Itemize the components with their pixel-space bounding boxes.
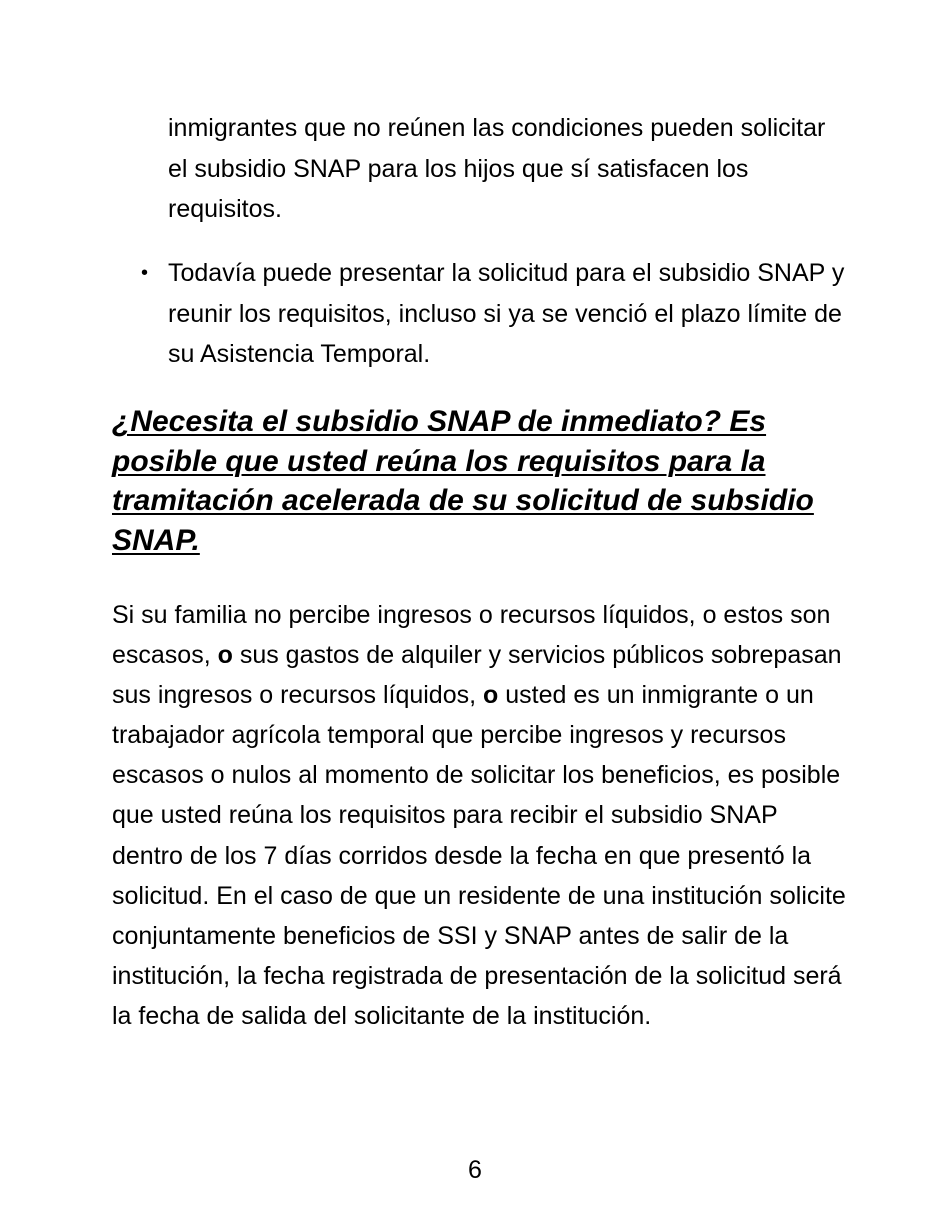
body-bold-or-2: o bbox=[483, 681, 499, 710]
bullet-list bbox=[135, 253, 855, 375]
page-number: 6 bbox=[468, 1156, 482, 1184]
bullet-text: Todavía puede presentar la solicitud para el subsidio SNAP y reunir los requisitos, incluso si ya se venció el plazo límite de su Asistencia Temporal. bbox=[168, 259, 845, 368]
body-text-part-2: sus gastos de alquiler y servicios públicos sobrepasan sus ingresos o recursos líquidos, bbox=[112, 641, 842, 710]
body-text-part-3: usted es un inmigrante o un trabajador agrícola temporal que percibe ingresos y recursos escasos o nulos al momento de solicitar los beneficios, es posible que usted reúna los requisitos para recibir el subsidio SNAP dentro de los 7 días corridos desde la fecha en que presentó la solicitud. En el caso de que un residente de una institución solicite conjuntamente beneficios de SSI y SNAP antes de salir de la institución, la fecha registrada de presentación de la solicitud será la fecha de salida del solicitante de la institución. bbox=[112, 681, 846, 1030]
body-paragraph bbox=[112, 595, 852, 1036]
section-heading: ¿Necesita el subsidio SNAP de inmediato? Es posible que usted reúna los requisitos para la tramitación acelerada de su solicitud de subsidio SNAP. bbox=[112, 405, 814, 557]
body-text-part-1: Si su familia no percibe ingresos o recursos líquidos, o estos son escasos, bbox=[112, 601, 831, 670]
body-bold-or-1: o bbox=[217, 641, 233, 670]
bullet-item bbox=[135, 253, 855, 375]
continuation-paragraph: inmigrantes que no reúnen las condiciones pueden solicitar el subsidio SNAP para los hijos que sí satisfacen los requisitos. bbox=[168, 114, 826, 223]
bullet-icon: • bbox=[141, 262, 149, 284]
